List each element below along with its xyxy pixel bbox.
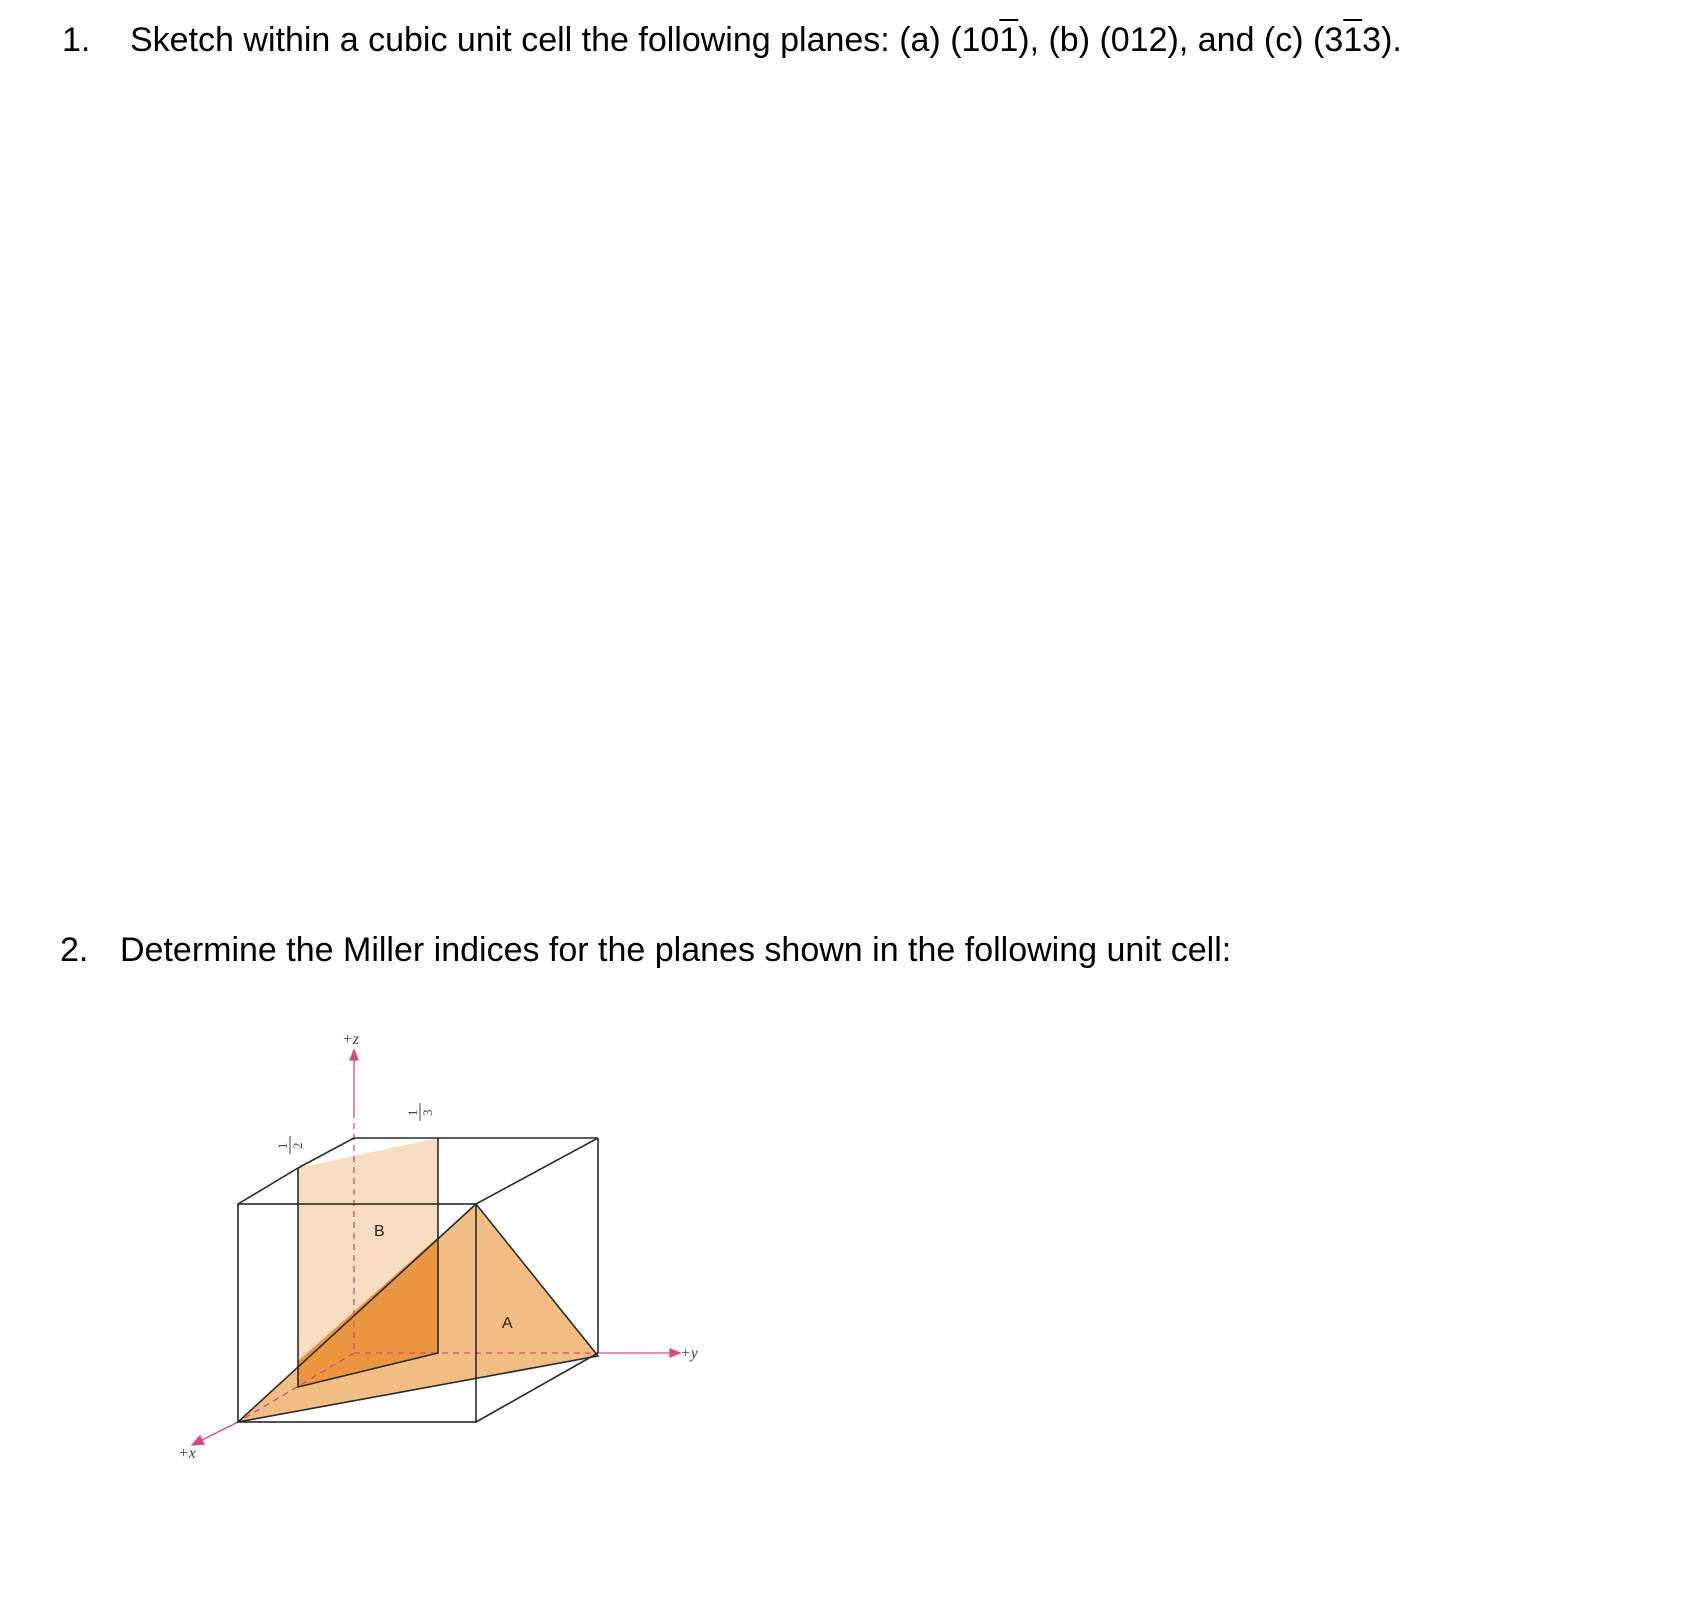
fraction-half: [275, 1136, 305, 1154]
cube-edge-top-right: [476, 1138, 598, 1204]
fraction-third-numerator: 1: [405, 1109, 420, 1116]
z-axis-label: +z: [342, 1031, 360, 1048]
plane-a-label: A: [502, 1315, 513, 1332]
question-1-text-mid: ), (b) (012), and (c) (3: [1018, 21, 1344, 59]
x-axis-label: +x: [178, 1445, 196, 1462]
cube-edge-top-left: [238, 1168, 298, 1204]
y-axis-arrowhead: [670, 1349, 680, 1357]
question-1-number: 1.: [62, 21, 91, 59]
plane-b-label: B: [374, 1223, 385, 1240]
y-axis-label: +y: [680, 1345, 698, 1362]
x-axis-arrow-line: [200, 1422, 238, 1441]
question-1-text-before: Sketch within a cubic unit cell the following planes: (a) (10: [130, 21, 1000, 59]
fraction-half-numerator: 1: [275, 1142, 290, 1149]
question-1-c-bar-digit: 1: [1343, 21, 1363, 59]
question-1-a-bar-digit: 1: [999, 21, 1019, 59]
question-2-number: 2.: [60, 931, 89, 969]
z-axis-arrowhead: [350, 1050, 358, 1060]
fraction-half-denominator: 2: [290, 1142, 305, 1149]
fraction-third: [405, 1103, 435, 1121]
question-1-text: [130, 20, 1402, 60]
question-2-text: Determine the Miller indices for the planes shown in the following unit cell:: [120, 931, 1232, 969]
question-1-text-end: 3).: [1362, 21, 1402, 59]
x-axis-arrowhead: [192, 1436, 204, 1445]
unit-cell-figure: [120, 1030, 720, 1530]
fraction-third-denominator: 3: [420, 1109, 435, 1116]
